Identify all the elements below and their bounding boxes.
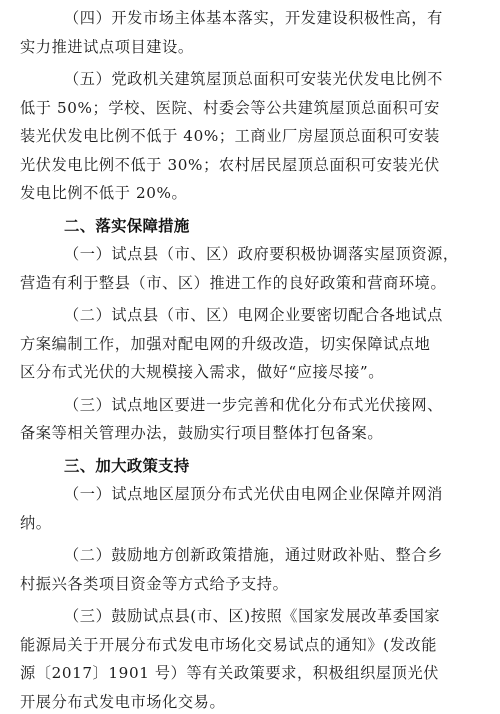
section-heading-3: 三、加大政策支持 (64, 456, 190, 475)
text-line: （一）试点地区屋顶分布式光伏由电网企业保障并网消 (64, 485, 443, 503)
section2-paragraph-3 (20, 391, 490, 448)
section3-paragraph-2 (20, 541, 490, 598)
text-line: （四）开发市场主体基本落实，开发建设积极性高，有 (64, 9, 443, 27)
text-line: （一）试点县（市、区）政府要积极协调落实屋顶资源， (64, 245, 459, 263)
section-heading-2: 二、落实保障措施 (64, 216, 190, 235)
text-line: （二）试点县（市、区）电网企业要密切配合各地试点 (64, 306, 443, 324)
text-line: 源〔2017〕1901 号）等有关政策要求，积极组织屋顶光伏 (20, 664, 440, 682)
section2-paragraph-2 (20, 301, 490, 387)
paragraph-item-5 (20, 65, 490, 208)
text-line: 开展分布式发电市场化交易。 (20, 692, 226, 711)
text-line: 村振兴各类项目资金等方式给予支持。 (20, 574, 289, 593)
text-line: 装光伏发电比例不低于 40%；工商业厂房屋顶总面积可安装 (20, 127, 440, 145)
text-line: 方案编制工作，加强对配电网的升级改造，切实保障试点地 (20, 334, 431, 353)
text-line: 营造有利于整县（市、区）推进工作的良好政策和营商环境。 (20, 273, 447, 292)
text-line: （三）试点地区要进一步完善和优化分布式光伏接网、 (64, 395, 443, 414)
text-line: 区分布式光伏的大规模接入需求，做好“应接尽接”。 (20, 363, 385, 381)
text-line: 低于 50%；学校、医院、村委会等公共建筑屋顶总面积可安 (20, 98, 440, 117)
text-line: 发电比例不低于 20%。 (20, 184, 188, 202)
section3-paragraph-1 (20, 480, 490, 537)
text-line: 纳。 (20, 513, 52, 532)
text-line: （三）鼓励试点县(市、区)按照《国家发展改革委国家 (64, 607, 441, 625)
text-line: 备案等相关管理办法，鼓励实行项目整体打包备案。 (20, 424, 384, 442)
text-line: 实力推进试点项目建设。 (20, 37, 194, 56)
section3-paragraph-3 (20, 602, 490, 714)
paragraph-item-4 (20, 4, 490, 61)
text-line: 光伏发电比例不低于 30%；农村居民屋顶总面积可安装光伏 (20, 155, 440, 174)
section2-paragraph-1 (20, 240, 490, 297)
text-line: （五）党政机关建筑屋顶总面积可安装光伏发电比例不 (64, 70, 443, 88)
text-line: 能源局关于开展分布式发电市场化交易试点的通知》(发改能 (20, 635, 437, 654)
document-body (20, 4, 490, 714)
text-line: （二）鼓励地方创新政策措施，通过财政补贴、整合乡 (64, 546, 443, 564)
